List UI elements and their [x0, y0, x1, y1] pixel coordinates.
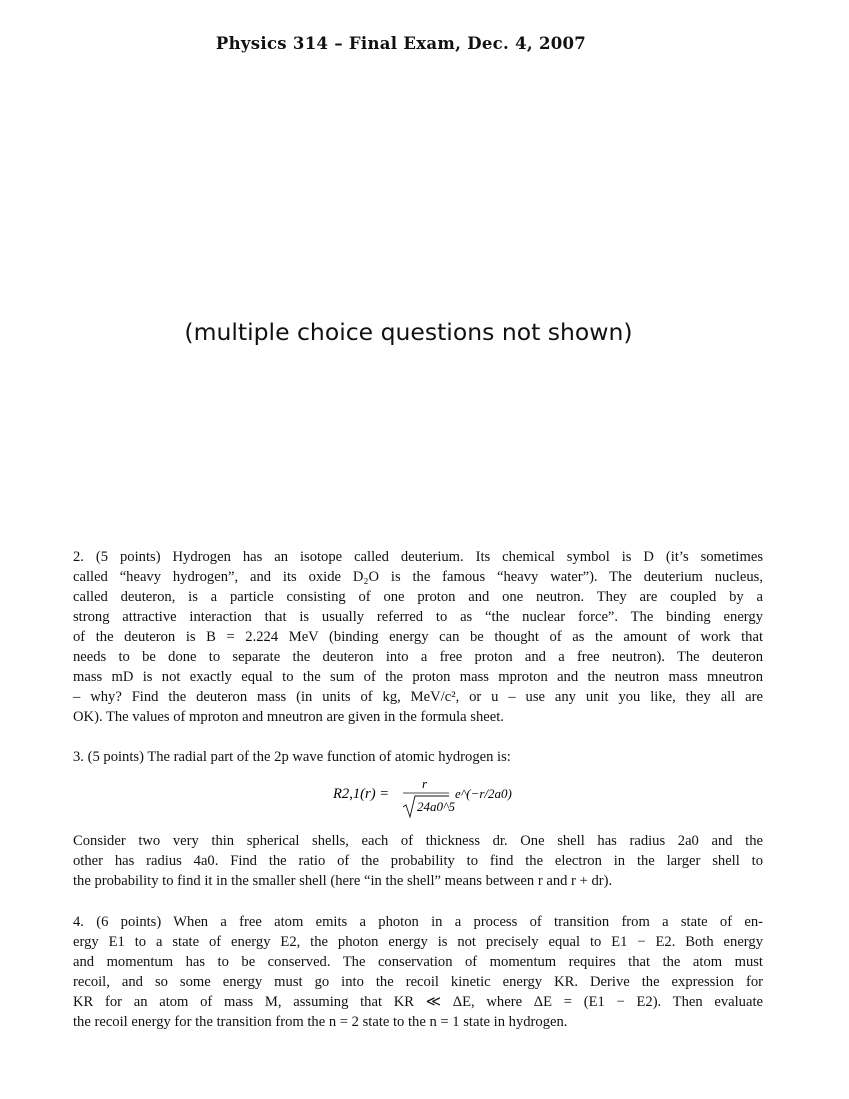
equation-denominator: 24a0^5	[417, 799, 455, 814]
equation-graphic	[333, 774, 533, 822]
question-4-line: recoil, and so some energy must go into the recoil kinetic energy KR. Derive the expression for	[73, 974, 763, 990]
question-4-line: and momentum has to be conserved. The conservation of momentum requires that the atom must	[73, 954, 763, 970]
radial-wave-function-equation	[333, 774, 533, 822]
question-3-intro	[73, 747, 763, 767]
question-3-line: other has radius 4a0. Find the ratio of the probability to find the electron in the larger shell to	[73, 853, 763, 869]
equation-numerator: r	[422, 776, 428, 791]
equation-lhs: R2,1(r) =	[333, 786, 390, 802]
question-3-line: Consider two very thin spherical shells, each of thickness dr. One shell has radius 2a0 and the	[73, 833, 763, 849]
question-2-line: – why? Find the deuteron mass (in units of kg, MeV/c², or u – use any unit you like, they all are	[73, 689, 763, 705]
question-3-body	[73, 831, 763, 891]
exam-header: Physics 314 – Final Exam, Dec. 4, 2007	[215, 34, 587, 53]
question-4-line: KR for an atom of mass M, assuming that KR ≪ ΔE, where ΔE = (E1 − E2). Then evaluate	[73, 994, 763, 1010]
question-4	[73, 912, 763, 1032]
question-4-line: the recoil energy for the transition from the n = 2 state to the n = 1 state in hydrogen.	[73, 1014, 568, 1030]
question-2-line: mass mD is not exactly equal to the sum of the proton mass mproton and the neutron mass mneutron	[73, 669, 763, 685]
question-4-line: 4. (6 points) When a free atom emits a photon in a process of transition from a state of en-	[73, 914, 763, 930]
omitted-questions-notice: (multiple choice questions not shown)	[184, 318, 633, 346]
equation-exponential: e^(−r/2a0)	[455, 786, 512, 801]
question-2-line: called deuteron, is a particle consisting of one proton and one neutron. They are coupled by a	[73, 589, 763, 605]
question-2	[73, 547, 763, 727]
question-4-line: ergy E1 to a state of energy E2, the photon energy is not precisely equal to E1 − E2. Both energy	[73, 934, 763, 950]
question-2-line: needs to be done to separate the deuteron into a free proton and a free neutron). The deuteron	[73, 649, 763, 665]
question-2-line: OK). The values of mproton and mneutron are given in the formula sheet.	[73, 709, 504, 725]
question-2-line: called “heavy hydrogen”, and its oxide D₂O is the famous “heavy water”). The deuterium nucleus,	[73, 569, 763, 585]
question-3-intro-line: 3. (5 points) The radial part of the 2p wave function of atomic hydrogen is:	[73, 749, 511, 765]
question-2-line: of the deuteron is B = 2.224 MeV (binding energy can be thought of as the amount of work that	[73, 629, 763, 645]
question-2-line: strong attractive interaction that is usually referred to as “the nuclear force”. The binding energy	[73, 609, 763, 625]
question-2-line: 2. (5 points) Hydrogen has an isotope called deuterium. Its chemical symbol is D (it’s sometimes	[73, 549, 763, 565]
question-3-line: the probability to find it in the smaller shell (here “in the shell” means between r and r + dr).	[73, 873, 613, 889]
